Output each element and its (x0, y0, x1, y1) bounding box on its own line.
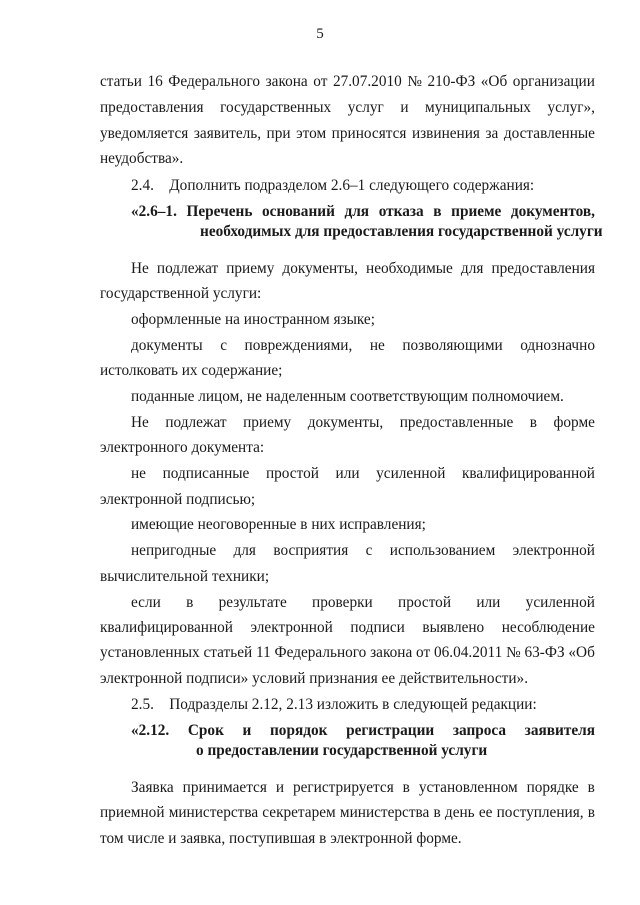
text-line (131, 778, 595, 798)
word: необходимые (366, 260, 453, 277)
word: с (220, 337, 228, 354)
text-line (131, 413, 595, 433)
word: не (131, 465, 146, 482)
word: для (460, 260, 484, 277)
word: подписи (350, 619, 405, 636)
word: Перечень (186, 203, 253, 220)
word: принимается (182, 779, 267, 796)
word: «2.6–1. (131, 203, 177, 220)
word: в (186, 594, 194, 611)
word: закона (265, 73, 308, 90)
word: поступления, (496, 804, 584, 821)
word: 06.04.2011 (433, 644, 503, 661)
word: от (416, 644, 431, 661)
word: организации (512, 73, 595, 90)
text-line (131, 541, 595, 561)
word: приемной (100, 804, 165, 821)
page-number: 5 (316, 26, 324, 42)
word: Не (131, 260, 149, 277)
word: установленном (418, 779, 518, 796)
text-line: электронного документа: (100, 439, 265, 456)
word: простой (398, 594, 452, 611)
word: если (131, 594, 161, 611)
text-line: том числе и заявка, поступившая в электронной форме. (100, 830, 462, 847)
subsection-heading: о предоставлении государственной услуги (196, 742, 488, 759)
word: в (433, 203, 442, 220)
word: 63-ФЗ (524, 644, 565, 661)
word: 11 (255, 644, 271, 661)
word: однозначно (520, 337, 595, 354)
word: этом (296, 125, 327, 142)
text-line: электронной подписи» условий признания ее действительности». (100, 670, 529, 687)
word: уведомляется (100, 125, 189, 142)
word: или (335, 465, 360, 482)
word: и (400, 99, 409, 116)
word: документы (131, 337, 203, 354)
word: проверки (312, 594, 373, 611)
word: муниципальных (425, 99, 531, 116)
word: в (402, 779, 410, 796)
word: закона (370, 644, 413, 661)
word: приносятся (331, 125, 407, 142)
word: подлежат (165, 414, 227, 431)
text-line: государственной услуги: (100, 285, 262, 302)
word: порядок (269, 722, 328, 739)
word: регистрируется (292, 779, 394, 796)
text-line: вычислительной техники; (100, 568, 270, 585)
word: выявлено (422, 619, 485, 636)
word: документы, (282, 260, 358, 277)
word: несоблюдение (501, 619, 595, 636)
word: квалифицированной (100, 619, 233, 636)
word: результате (218, 594, 287, 611)
text-line (100, 803, 595, 823)
word: непригодные (131, 542, 217, 559)
text-line (100, 98, 595, 118)
text-line: имеющие неоговоренные в них исправления; (131, 516, 426, 533)
word: услуг», (547, 99, 595, 116)
word: отказа (378, 203, 424, 220)
text-line: электронной подписью; (100, 491, 256, 508)
text-line (131, 259, 595, 279)
word: запроса (452, 722, 507, 739)
word: доставленные (503, 125, 595, 142)
word: министерства (339, 804, 430, 821)
subsection-heading: необходимых для предоставления государственной услуги (200, 223, 603, 240)
word: секретарем (262, 804, 336, 821)
word: документов, (510, 203, 595, 220)
word: подлежат (156, 260, 219, 277)
word: предоставления (100, 99, 204, 116)
word: и (242, 722, 252, 739)
text-line (100, 72, 595, 92)
word: квалифицированной (461, 465, 595, 482)
word: «Об (568, 644, 595, 661)
word: ее (478, 804, 493, 821)
subsection-heading (131, 202, 595, 222)
word: за (485, 125, 499, 142)
word: усиленной (525, 594, 595, 611)
text-line: неудобства». (100, 150, 184, 167)
word: приеме (451, 203, 502, 220)
word: использованием (389, 542, 496, 559)
word: в (433, 804, 441, 821)
word: оснований (262, 203, 335, 220)
text-line (100, 643, 595, 663)
word: «2.12. (131, 722, 170, 739)
word: № (506, 644, 521, 661)
text-line: поданные лицом, не наделенным соответствующим полномочием. (131, 388, 564, 405)
text-line (100, 124, 595, 144)
word: «Об (480, 73, 508, 90)
section-2-5: 2.5. Подразделы 2.12, 2.13 изложить в следующей редакции: (131, 696, 537, 713)
word: в (587, 779, 595, 796)
word: Федерального (274, 644, 367, 661)
word: Не (131, 414, 149, 431)
word: 27.07.2010 (332, 73, 402, 90)
word: статьей (203, 644, 253, 661)
word: и (275, 779, 285, 796)
word: с (365, 542, 373, 559)
word: статьи (100, 73, 142, 90)
word: извинения (411, 125, 480, 142)
word: 16 (147, 73, 163, 90)
word: электронной (250, 619, 333, 636)
word: простой (265, 465, 319, 482)
word: подписанные (162, 465, 250, 482)
word: позволяющими (402, 337, 503, 354)
word: министерства (168, 804, 259, 821)
word: в (587, 804, 595, 821)
word: заявитель, (193, 125, 262, 142)
word: приему (243, 414, 292, 431)
word: Федерального (168, 73, 261, 90)
word: заявителя (524, 722, 595, 739)
text-line: истолковать их содержание; (100, 362, 283, 379)
word: усиленной (376, 465, 446, 482)
word: для (344, 203, 370, 220)
word: государственных (220, 99, 332, 116)
word: установленных (100, 644, 200, 661)
word: или (476, 594, 501, 611)
word: № (407, 73, 422, 90)
subsection-heading (131, 721, 595, 741)
word: не (369, 337, 385, 354)
word: восприятия (273, 542, 349, 559)
word: порядке (526, 779, 579, 796)
word: при (266, 125, 291, 142)
text-line (131, 464, 595, 484)
word: документы, (307, 414, 384, 431)
word: электронной (512, 542, 595, 559)
word: день (444, 804, 475, 821)
word: Срок (187, 722, 224, 739)
word: форме (553, 414, 595, 431)
word: предоставленные (399, 414, 514, 431)
word: регистрации (346, 722, 435, 739)
section-2-4: 2.4. Дополнить подразделом 2.6–1 следующего содержания: (131, 177, 535, 194)
word: от (313, 73, 328, 90)
text-line (131, 593, 595, 613)
word: для (233, 542, 256, 559)
word: услуг (347, 99, 384, 116)
word: 210-ФЗ (427, 73, 476, 90)
text-line (131, 336, 595, 356)
word: Заявка (131, 779, 174, 796)
text-line: оформленные на иностранном языке; (131, 311, 375, 328)
word: приему (226, 260, 275, 277)
text-line (100, 618, 595, 638)
word: повреждениями, (244, 337, 353, 354)
word: в (529, 414, 538, 431)
word: предоставления (491, 260, 595, 277)
